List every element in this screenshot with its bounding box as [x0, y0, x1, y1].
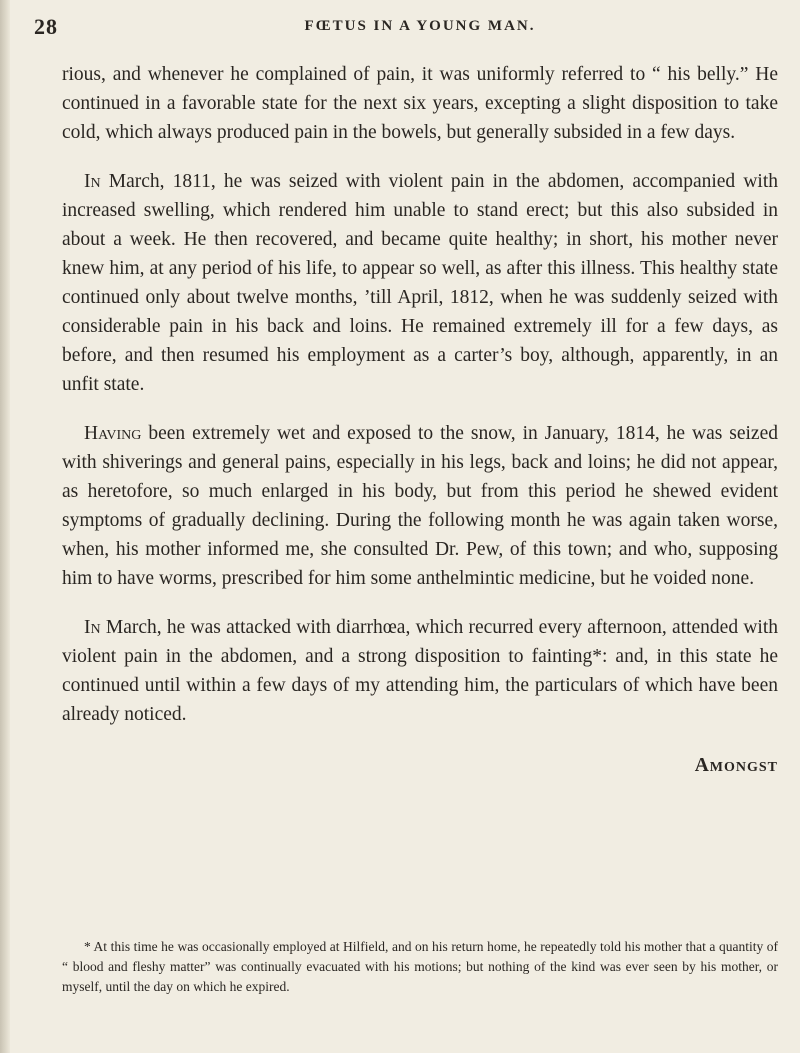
paragraph-2 — [62, 167, 778, 399]
running-head — [34, 12, 778, 52]
footnote-text: * At this time he was occasionally employed at Hilfield, and on his return home, he repeatedly told his mother that a quantity of “ blood and fleshy matter” was continually evacuated with his motions; but nothing of the kind was ever seen by his mother, or myself, until the day on which he expired. — [62, 939, 778, 994]
paragraph-1 — [62, 60, 778, 147]
running-title: FŒTUS IN A YOUNG MAN. — [304, 18, 536, 34]
page-binding-edge — [0, 0, 10, 1053]
paragraph-3 — [62, 419, 778, 593]
footnote — [62, 937, 778, 997]
body-text — [62, 60, 778, 729]
paragraph-text: March, he was attacked with diarrhœa, which recurred every afternoon, attended with violent pain in the abdomen, and a strong disposition to fainting*: and, in this state he continued until within a few days of my attending him, the particulars of which have been already noticed. — [62, 617, 778, 725]
paragraph-text: March, 1811, he was seized with violent pain in the abdomen, accompanied with increased swelling, which rendered him unable to stand erect; but this also subsided in about a week. He then recovered, and became quite healthy; in short, his mother never knew him, at any period of his life, to appear so well, as after this illness. This healthy state continued only about twelve months, ’till April, 1812, when he was suddenly seized with considerable pain in his back and loins. He remained extremely ill for a few days, as before, and then resumed his employment as a carter’s boy, although, apparently, in an unfit state. — [62, 171, 778, 395]
paragraph-lead: Having — [84, 423, 142, 444]
catchword: Amongst — [694, 755, 778, 776]
paragraph-text: rious, and whenever he complained of pain, it was uniformly referred to “ his belly.” He continued in a favorable state for the next six years, excepting a slight disposition to take cold, which always produced pain in the bowels, but generally subsided in a few days. — [62, 64, 778, 143]
paragraph-4 — [62, 613, 778, 729]
paragraph-text: been extremely wet and exposed to the snow, in January, 1814, he was seized with shiverings and general pains, especially in his legs, back and loins; he did not appear, as heretofore, so much enlarged in his body, but from this period he shewed evident symptoms of gradually declining. During the following month he was again taken worse, when, his mother informed me, she consulted Dr. Pew, of this town; and who, supposing him to have worms, prescribed for him some anthelmintic medicine, but he voided none. — [62, 423, 778, 589]
page-number: 28 — [34, 14, 58, 39]
book-page — [34, 0, 778, 1053]
paragraph-lead: In — [84, 171, 101, 192]
paragraph-lead: In — [84, 617, 101, 638]
